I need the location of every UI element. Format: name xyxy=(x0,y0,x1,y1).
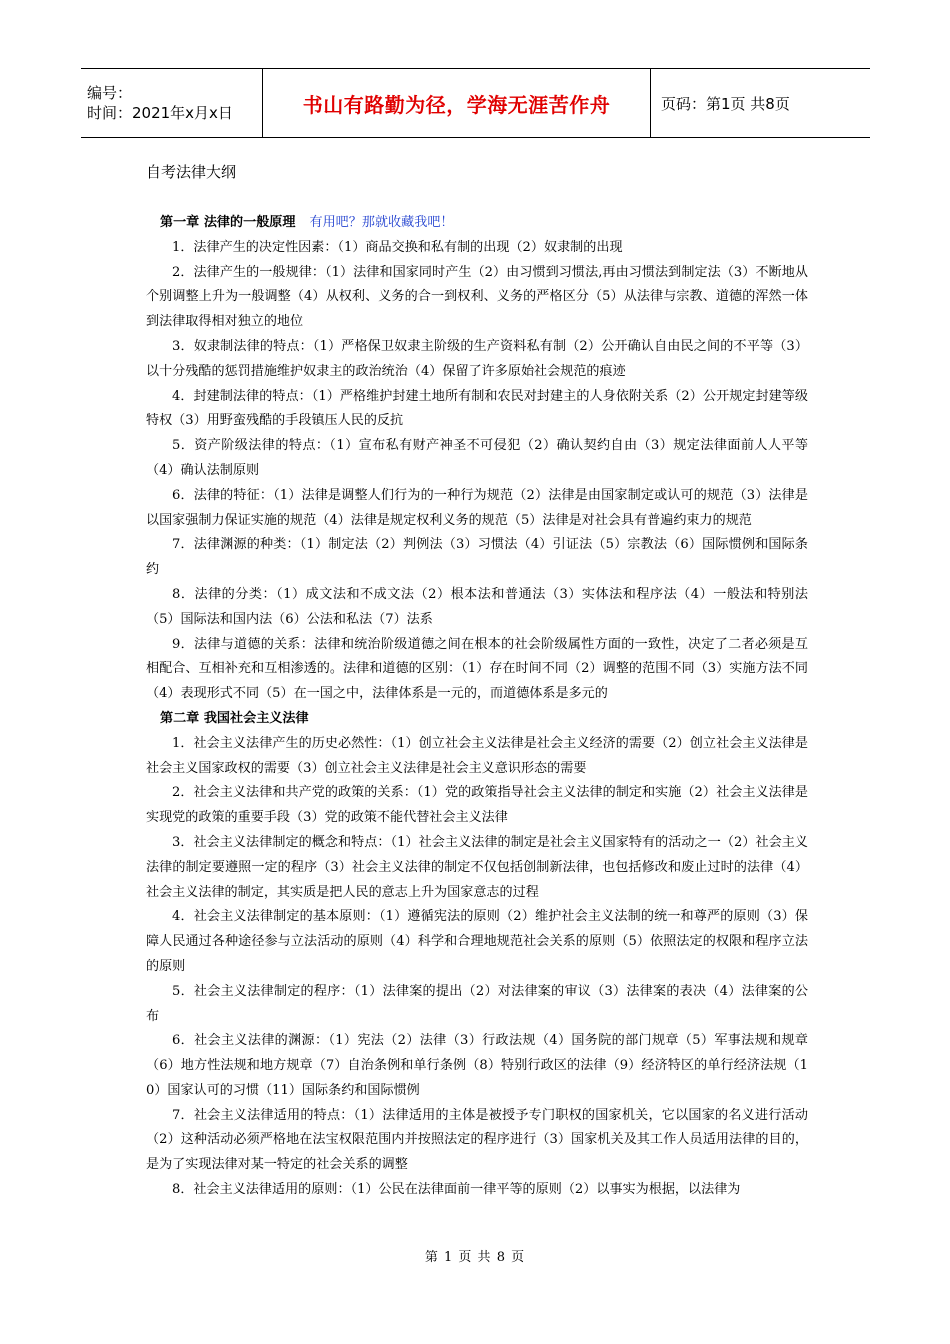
header-page-code: 页码：第1页 共8页 xyxy=(661,94,790,113)
paragraph: 7．社会主义法律适用的特点：（1）法律适用的主体是被授予专门职权的国家机关，它以国家的名义进行活动（2）这种活动必须严格地在法宝权限范围内并按照法定的程序进行（3）国家机关及其工作人员适用法律的目的，是为了实现法律对某一特定的社会关系的调整 xyxy=(146,1107,808,1173)
paragraph: 4．封建制法律的特点：（1）严格维护封建土地所有制和农民对封建主的人身依附关系（2）公开规定封建等级特权（3）用野蛮残酷的手段镇压人民的反抗 xyxy=(146,388,808,429)
chapter-heading xyxy=(146,707,808,732)
paragraph: 9．法律与道德的关系：法律和统治阶级道德之间在根本的社会阶级属性方面的一致性，决定了二者必须是互相配合、互相补充和互相渗透的。法律和道德的区别：（1）存在时间不同（2）调整的范围不同（3）实施方法不同（4）表现形式不同（5）在一国之中，法律体系是一元的，而道德体系是多元的 xyxy=(146,636,808,702)
paragraph: 1．法律产生的决定性因素：（1）商品交换和私有制的出现（2）奴隶制的出现 xyxy=(172,239,623,255)
header-motto: 书山有路勤为径，学海无涯苦作舟 xyxy=(302,92,611,117)
paragraph: 7．法律渊源的种类：（1）制定法（2）判例法（3）习惯法（4）引证法（5）宗教法（6）国际惯例和国际条约 xyxy=(146,537,808,578)
paragraph: 4．社会主义法律制定的基本原则：（1）遵循宪法的原则（2）维护社会主义法制的统一和尊严的原则（3）保障人民通过各种途径参与立法活动的原则（4）科学和合理地规范社会关系的原则（5）依照法定的权限和程序立法的原则 xyxy=(146,909,808,974)
header-meta-cell xyxy=(81,69,263,137)
chapter-heading xyxy=(146,211,808,236)
header-page-cell xyxy=(651,69,870,137)
document-body xyxy=(146,211,808,1203)
paragraph: 6．法律的特征：（1）法律是调整人们行为的一种行为规范（2）法律是由国家制定或认可的规范（3）法律是以国家强制力保证实施的规范（4）法律是规定权利义务的规范（5）法律是对社会具有普遍约束力的规范 xyxy=(146,487,808,528)
paragraph: 3．社会主义法律制定的概念和特点：（1）社会主义法律的制定是社会主义国家特有的活动之一（2）社会主义法律的制定要遵照一定的程序（3）社会主义法律的制定不仅包括创制新法律，也包括修改和废止过时的法律（4）社会主义法律的制定，其实质是把人民的意志上升为国家意志的过程 xyxy=(146,834,808,900)
paragraph: 8．法律的分类：（1）成文法和不成文法（2）根本法和普通法（3）实体法和程序法（4）一般法和特别法（5）国际法和国内法（6）公法和私法（7）法系 xyxy=(146,586,808,627)
header-table xyxy=(81,68,870,138)
paragraph: 6．社会主义法律的渊源：（1）宪法（2）法律（3）行政法规（4）国务院的部门规章（5）军事法规和规章（6）地方性法规和地方规章（7）自治条例和单行条例（8）特别行政区的法律（9）经济特区的单行经济法规（10）国家认可的习惯（11）国际条约和国际惯例 xyxy=(146,1033,808,1098)
doc-time-label: 时间：2021年x月x日 xyxy=(87,104,233,122)
header-motto-cell xyxy=(263,69,651,137)
paragraph: 5．资产阶级法律的特点：（1）宣布私有财产神圣不可侵犯（2）确认契约自由（3）规定法律面前人人平等（4）确认法制原则 xyxy=(146,438,808,478)
paragraph: 3．奴隶制法律的特点：（1）严格保卫奴隶主阶级的生产资料私有制（2）公开确认自由民之间的不平等（3）以十分残酷的惩罚措施维护奴隶主的政治统治（4）保留了许多原始社会规范的痕迹 xyxy=(146,338,808,379)
paragraph: 2．法律产生的一般规律：（1）法律和国家同时产生（2）由习惯到习惯法,再由习惯法到制定法（3）不断地从个别调整上升为一般调整（4）从权利、义务的合一到权利、义务的严格区分（5）从法律与宗教、道德的浑然一体到法律取得相对独立的地位 xyxy=(146,264,808,330)
paragraph: 8．社会主义法律适用的原则：（1）公民在法律面前一律平等的原则（2）以事实为根据，以法律为 xyxy=(172,1182,741,1198)
doc-number-label: 编号： xyxy=(87,84,133,102)
paragraph: 2．社会主义法律和共产党的政策的关系：（1）党的政策指导社会主义法律的制定和实施（2）社会主义法律是实现党的政策的重要手段（3）党的政策不能代替社会主义法律 xyxy=(146,785,808,826)
paragraph: 5．社会主义法律制定的程序：（1）法律案的提出（2）对法律案的审议（3）法律案的表决（4）法律案的公布 xyxy=(146,983,808,1024)
paragraph: 1．社会主义法律产生的历史必然性：（1）创立社会主义法律是社会主义经济的需要（2）创立社会主义法律是社会主义国家政权的需要（3）创立社会主义法律是社会主义意识形态的需要 xyxy=(146,735,808,776)
promo-text: 有用吧？那就收藏我吧！ xyxy=(309,215,454,230)
chapter-title: 第一章 法律的一般原理 xyxy=(160,215,296,230)
document-title: 自考法律大纲 xyxy=(146,163,237,181)
footer-page-number: 第 1 页 共 8 页 xyxy=(424,1250,526,1265)
chapter-title: 第二章 我国社会主义法律 xyxy=(160,710,309,726)
